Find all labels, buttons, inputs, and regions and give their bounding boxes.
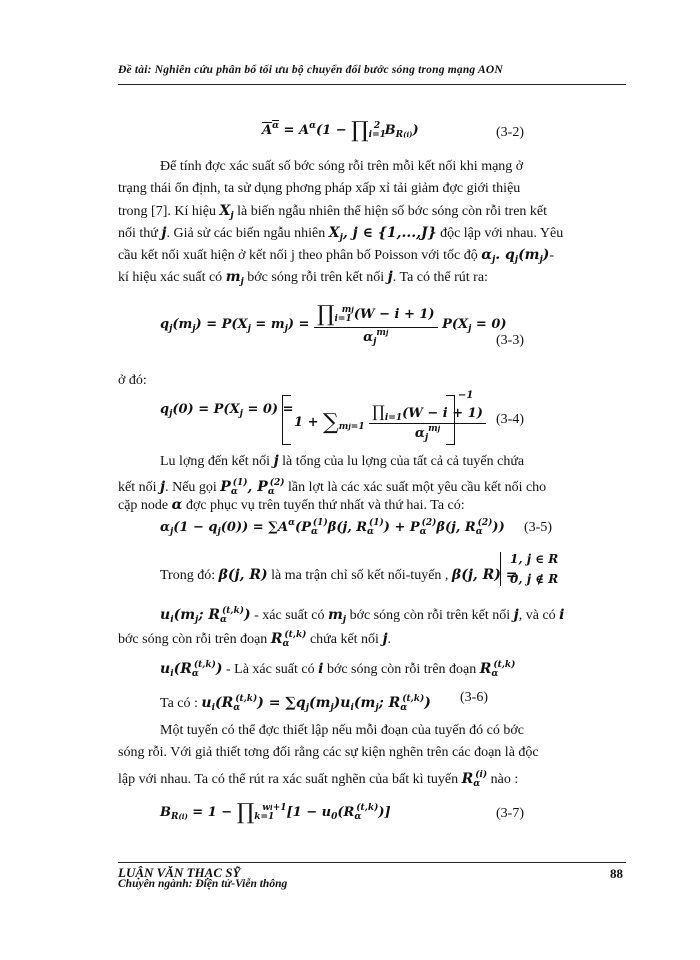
right-bracket bbox=[446, 395, 455, 445]
page-number: 88 bbox=[610, 866, 623, 881]
equation-number-3-7: (3-7) bbox=[496, 806, 524, 821]
footer-divider bbox=[118, 862, 626, 863]
equation-3-3: $q_j(m_j) = P(X_j = m_j)$ = $\frac{\prod_{i=1}^{mj}(W - i + 1)}{\alpha_j^{mj}}$ $P(X_j = 0)$ bbox=[160, 302, 507, 347]
equation-3-4-body: $1 + \sum_{mj=1}$ $\frac{\prod_{i=1}(W - i + 1)}{\alpha_j^{mj}}$ bbox=[294, 402, 486, 443]
paragraph-line: cặp node α đợc phục vụ trên tuyến thứ nhất và thứ hai. Ta có: bbox=[118, 497, 465, 513]
paragraph-line: Để tính đợc xác suất số bớc sóng rỗi trên mỗi kết nối khi mạng ở bbox=[160, 159, 524, 174]
equation-number-3-6: (3-6) bbox=[460, 690, 488, 705]
page-header: Đề tài: Nghiên cứu phân bổ tối ưu bộ chuyển đổi bước sóng trong mạng AON bbox=[118, 64, 503, 76]
left-bracket bbox=[282, 395, 291, 445]
paragraph-line: $u_i(R_\alpha^{(t,k)})$ - Là xác suất có i bớc sóng còn rỗi trên đoạn $R_\alpha^{(t,k)}$ bbox=[160, 660, 516, 679]
paragraph-line: kí hiệu xác suất có $m_j$ bớc sóng rỗi trên kết nối j. Ta có thể rút ra: bbox=[118, 269, 488, 287]
case-0: 0, j ∉ R bbox=[510, 572, 559, 586]
paragraph-line: trong [7]. Kí hiệu $X_j$ là biến ngẫu nhiên thể hiện số bớc sóng còn rỗi tren kết bbox=[118, 203, 548, 221]
paragraph-line: trạng thái ổn định, ta sử dụng phơng pháp xấp xỉ tải giảm đợc giới thiệu bbox=[118, 181, 521, 196]
paragraph-line: cầu kết nối xuất hiện ở kết nối j theo phân bố Poisson với tốc độ $\alpha_j$. $q_j(m_j)-$ bbox=[118, 247, 555, 265]
equation-3-5: $\alpha_j(1 - q_j(0)) = \sum A^\alpha(P_\alpha^{(1)}\beta(j$, $R_\alpha^{(1)}) + P_\alpha^{(2)}\beta(j$, $R_\alpha^{(2)}$)) bbox=[160, 518, 505, 537]
case-1: 1, j ∈ R bbox=[510, 552, 559, 566]
footer-major: Chuyên ngành: Điện tử-Viễn thông bbox=[118, 878, 288, 890]
paragraph-line: kết nối j. Nếu gọi $P_\alpha^{(1)}$, $P_\alpha^{(2)}$ lần lợt là các xác suất một yêu cầu kết nối cho bbox=[118, 478, 547, 497]
equation-3-2: $A^\alpha = A^\alpha(1$ − $\prod_{i=1}^2$ $B_{R(i)}$) bbox=[262, 118, 419, 143]
equation-3-7: $B_{R(i)} = 1$ − $\prod_{k=1}^{wi+1}[1 - u_0(R_\alpha^{(t,k)})]$ bbox=[160, 800, 391, 825]
paragraph-line: Trong đó: β(j, R) là ma trận chỉ số kết nối-tuyến , β(j, R) = bbox=[160, 567, 518, 583]
header-divider bbox=[118, 84, 626, 85]
paragraph-line: ở đó: bbox=[118, 373, 147, 388]
paragraph-line: sóng rỗi. Với giả thiết tơng đối rằng các sự kiện nghẽn trên các đoạn là độc bbox=[118, 745, 539, 760]
equation-number-3-3: (3-3) bbox=[496, 333, 524, 348]
equation-number-3-5: (3-5) bbox=[524, 520, 552, 535]
brace bbox=[500, 552, 507, 586]
paragraph-line: nối thứ j. Giả sử các biến ngẫu nhiên $X_j$, j ∈ {1,...,J} độc lập với nhau. Yêu bbox=[118, 225, 564, 243]
paragraph-line: lập với nhau. Ta có thể rút ra xác suất nghẽn của bất kì tuyến $R_\alpha^{(i)}$ nào : bbox=[118, 770, 519, 789]
paragraph-line: Ta có : $u_i(R_\alpha^{(t,k)}) = \sum q_j(m_j)u_i(m_j$; $R_\alpha^{(t,k)}$) bbox=[160, 694, 431, 713]
paragraph-line: $u_i(m_j$; $R_\alpha^{(t,k)}$) - xác suất có $m_j$ bớc sóng còn rỗi trên kết nối j, và có i bbox=[160, 606, 565, 625]
equation-number-3-2: (3-2) bbox=[496, 125, 524, 140]
equation-number-3-4: (3-4) bbox=[496, 412, 524, 427]
footer-thesis: LUẬN VĂN THẠC SỸ bbox=[118, 865, 241, 880]
equation-3-4: $q_j(0) = P(X_j = 0)$ = bbox=[160, 402, 294, 419]
paragraph-line: Một tuyến có thể đợc thiết lập nếu mỗi đoạn của tuyến đó có bớc bbox=[160, 723, 524, 738]
exponent: −1 bbox=[458, 390, 474, 401]
paragraph-line: Lu lợng đến kết nối j là tổng của lu lợng của tất cả cả tuyến chứa bbox=[160, 453, 525, 469]
paragraph-line: bớc sóng còn rỗi trên đoạn $R_\alpha^{(t,k)}$ chứa kết nối j. bbox=[118, 630, 392, 649]
